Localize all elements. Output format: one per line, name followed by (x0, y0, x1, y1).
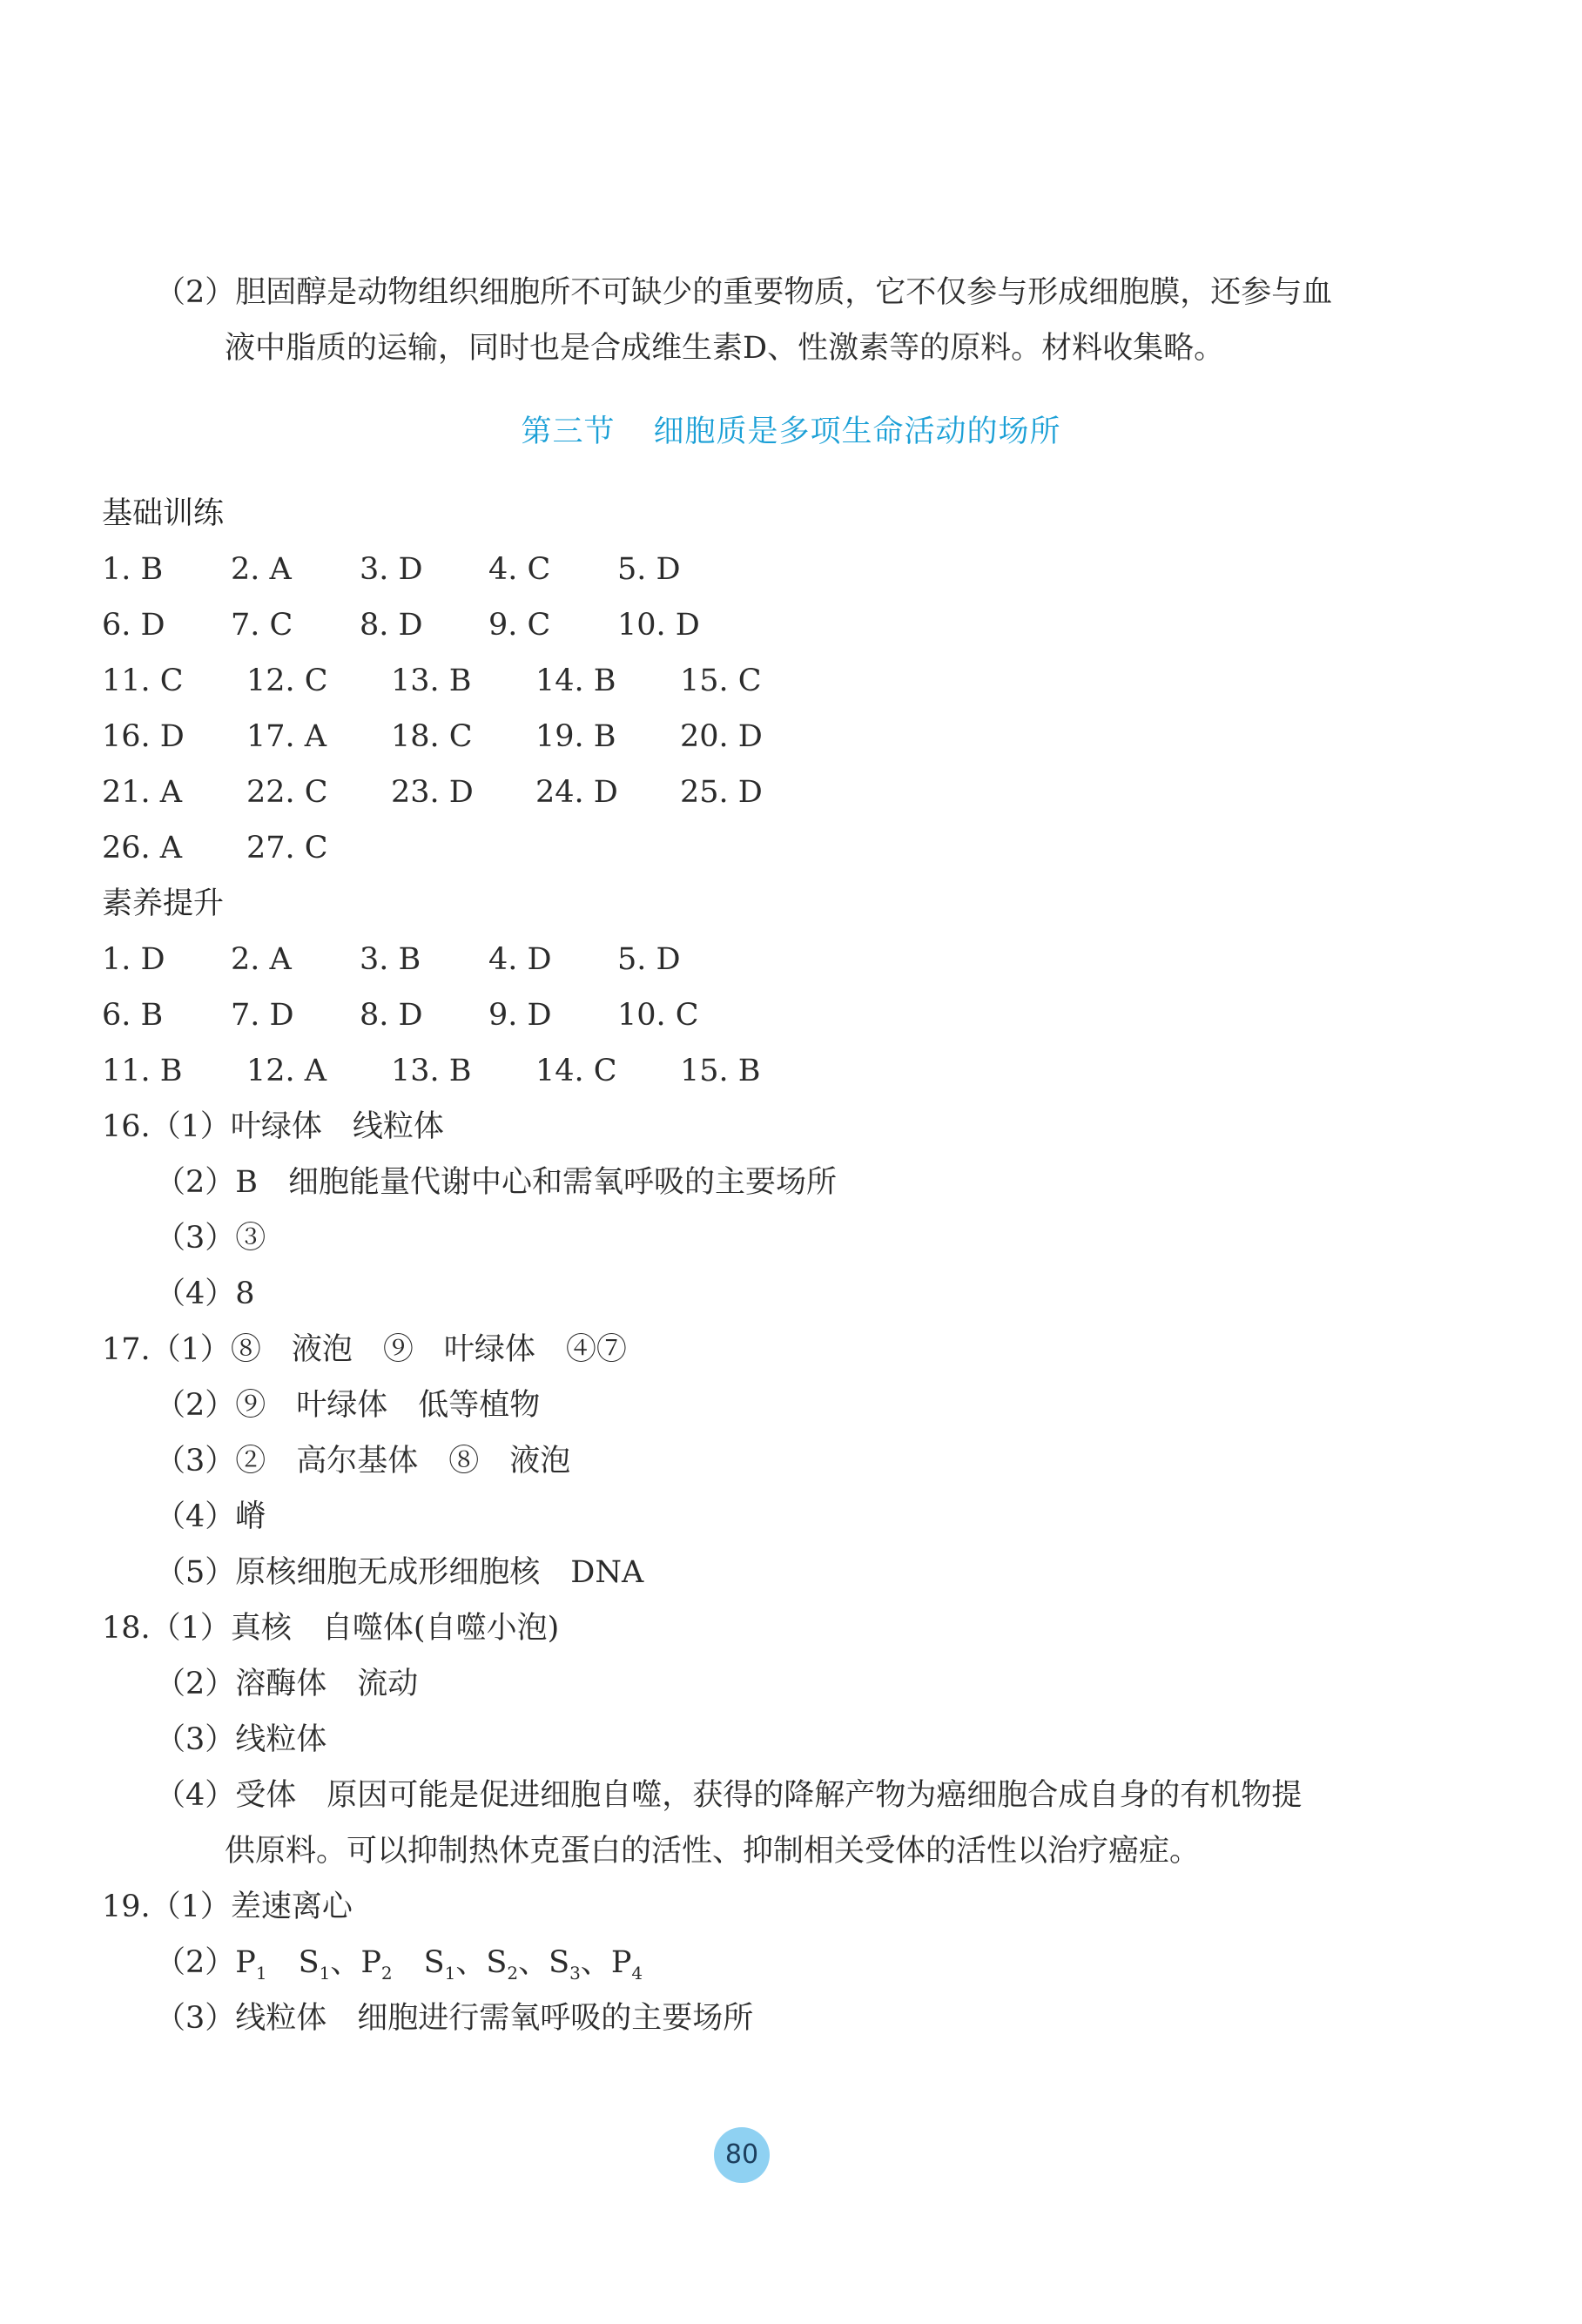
sA-sub: 1 (444, 1963, 456, 1984)
answer-item: 12. A (246, 1054, 327, 1088)
sA-letter: S (423, 1945, 445, 1980)
basic-heading: 基础训练 (102, 496, 225, 531)
answer-item: 10. D (617, 608, 700, 643)
q17-line-1: 17.（1）⑧ 液泡 ⑨ 叶绿体 ④⑦ (102, 1332, 627, 1367)
answer-item: 26. A (102, 831, 183, 866)
q16-line-3: （3）③ (155, 1221, 266, 1256)
q16-line-4: （4）8 (155, 1277, 255, 1311)
answer-item: 15. C (680, 664, 762, 698)
answer-item: 2. A (231, 552, 292, 587)
answer-item: 13. B (391, 664, 472, 698)
answer-item: 24. D (535, 775, 618, 810)
answer-item: 13. B (391, 1054, 472, 1088)
q18-line-1: 18.（1）真核 自噬体(自噬小泡) (102, 1611, 560, 1646)
q18-line-2: （2）溶酶体 流动 (155, 1667, 419, 1701)
answer-item: 11. C (102, 664, 184, 698)
sB-sub: 2 (507, 1963, 519, 1984)
q18-line-3: （3）线粒体 (155, 1722, 327, 1757)
answer-item: 6. D (102, 608, 165, 643)
q17-line-5: （5）原核细胞无成形细胞核 DNA (155, 1555, 644, 1590)
page-number-badge: 80 (714, 2127, 770, 2183)
answer-item: 19. B (535, 719, 616, 754)
answer-item: 14. C (535, 1054, 617, 1088)
sC-sub: 3 (569, 1963, 581, 1984)
s1-letter: S (298, 1945, 320, 1980)
p4-letter: P (610, 1945, 632, 1980)
q19-line-2 (155, 1943, 643, 1992)
answer-item: 5. D (617, 552, 681, 587)
advanced-heading: 素养提升 (102, 886, 225, 921)
answer-item: 9. D (488, 998, 552, 1033)
answer-item: 2. A (231, 942, 292, 977)
answer-item: 18. C (391, 719, 473, 754)
q19-sub-label: （2） (155, 1945, 236, 1980)
answer-item: 21. A (102, 775, 183, 810)
answer-item: 12. C (246, 664, 328, 698)
answer-item: 6. B (102, 998, 164, 1033)
answer-item: 9. C (488, 608, 551, 643)
answer-item: 3. B (360, 942, 421, 977)
sB-letter: S (486, 1945, 508, 1980)
q19-line-3: （3）线粒体 细胞进行需氧呼吸的主要场所 (155, 2001, 754, 2036)
answer-item: 1. B (102, 552, 164, 587)
q16-line-2: （2）B 细胞能量代谢中心和需氧呼吸的主要场所 (155, 1165, 837, 1200)
answer-item: 22. C (246, 775, 328, 810)
answer-item: 1. D (102, 942, 165, 977)
s1-sub: 1 (319, 1963, 331, 1984)
answer-item: 23. D (391, 775, 474, 810)
answer-item: 5. D (617, 942, 681, 977)
p1-letter: P (235, 1945, 256, 1980)
intro-line-1: （2）胆固醇是动物组织细胞所不可缺少的重要物质，它不仅参与形成细胞膜，还参与血 (155, 275, 1333, 310)
section-name: 细胞质是多项生命活动的场所 (653, 414, 1061, 449)
q17-line-4: （4）嵴 (155, 1499, 266, 1534)
p1-sub: 1 (255, 1963, 267, 1984)
answer-item: 14. B (535, 664, 616, 698)
answer-item: 3. D (360, 552, 423, 587)
q18-line-4: （4）受体 原因可能是促进细胞自噬，获得的降解产物为癌细胞合成自身的有机物提 (155, 1778, 1303, 1813)
answer-item: 7. D (231, 998, 294, 1033)
answer-item: 7. C (231, 608, 293, 643)
q19-line-1: 19.（1）差速离心 (102, 1890, 353, 1924)
answer-item: 17. A (246, 719, 327, 754)
answer-item: 8. D (360, 998, 423, 1033)
answer-item: 16. D (102, 719, 185, 754)
answer-item: 11. B (102, 1054, 183, 1088)
intro-line-2: 液中脂质的运输，同时也是合成维生素D、性激素等的原料。材料收集略。 (225, 331, 1225, 366)
p4-sub: 4 (631, 1963, 643, 1984)
q18-line-5: 供原料。可以抑制热休克蛋白的活性、抑制相关受体的活性以治疗癌症。 (225, 1834, 1201, 1869)
section-number: 第三节 (521, 414, 616, 449)
answer-item: 4. C (488, 552, 551, 587)
sC-letter: S (549, 1945, 570, 1980)
answer-item: 27. C (246, 831, 328, 866)
q17-line-2: （2）⑨ 叶绿体 低等植物 (155, 1388, 541, 1423)
section-title (0, 413, 1582, 451)
answer-item: 15. B (680, 1054, 761, 1088)
q16-line-1: 16.（1）叶绿体 线粒体 (102, 1109, 444, 1144)
separator: 、 (330, 1945, 361, 1980)
answer-item: 10. C (617, 998, 699, 1033)
separator: 、 (580, 1945, 611, 1980)
answer-item: 20. D (680, 719, 763, 754)
separator: 、 (455, 1945, 487, 1980)
q17-line-3: （3）② 高尔基体 ⑧ 液泡 (155, 1444, 571, 1479)
answer-item: 4. D (488, 942, 552, 977)
p2-letter: P (360, 1945, 381, 1980)
p2-sub: 2 (380, 1963, 393, 1984)
separator: 、 (518, 1945, 549, 1980)
answer-item: 8. D (360, 608, 423, 643)
answer-item: 25. D (680, 775, 763, 810)
